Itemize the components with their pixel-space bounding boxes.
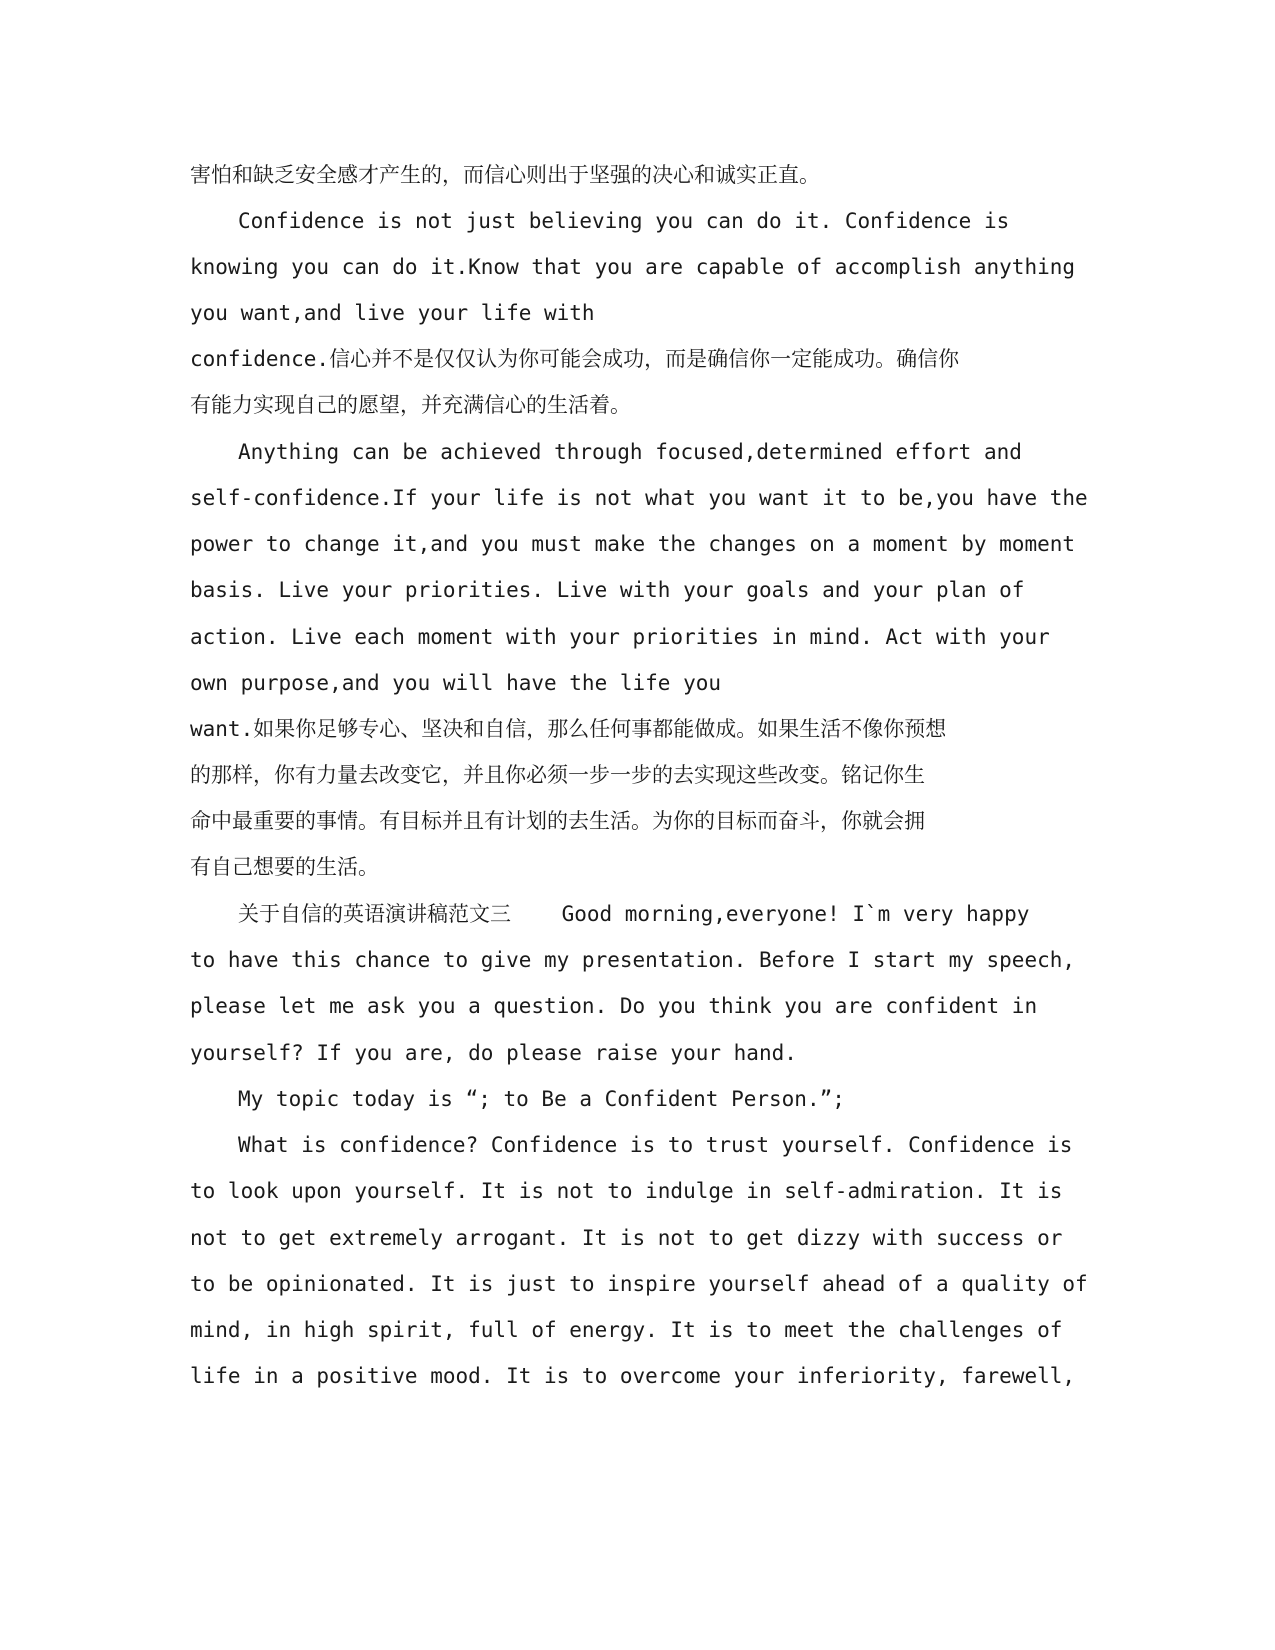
paragraph-start-line: My topic today is “; to Be a Confident Person.”; — [238, 1087, 845, 1111]
paragraph-start-line: Anything can be achieved through focused,determined effort and — [238, 440, 1022, 464]
document-page — [190, 0, 1088, 1650]
text-line: knowing you can do it.Know that you are capable of accomplish anything — [190, 255, 1076, 279]
text-line: to have this chance to give my presentation. Before I start my speech, — [190, 948, 1076, 972]
text-line: yourself? If you are, do please raise your hand. — [190, 1041, 797, 1065]
text-line: mind, in high spirit, full of energy. It is to meet the challenges of — [190, 1318, 1063, 1342]
text-line: confidence.信心并不是仅仅认为你可能会成功，而是确信你一定能成功。确信你 — [190, 347, 960, 371]
text-line: 害怕和缺乏安全感才产生的，而信心则出于坚强的决心和诚实正直。 — [190, 163, 820, 187]
text-line: to be opinionated. It is just to inspire yourself ahead of a quality of — [190, 1272, 1088, 1296]
text-line: 有能力实现自己的愿望，并充满信心的生活着。 — [190, 393, 631, 417]
text-line: want.如果你足够专心、坚决和自信，那么任何事都能做成。如果生活不像你预想 — [190, 717, 947, 741]
paragraph-start-line: What is confidence? Confidence is to trust yourself. Confidence is — [238, 1133, 1073, 1157]
text-line: 有自己想要的生活。 — [190, 855, 379, 879]
text-line: to look upon yourself. It is not to indulge in self-admiration. It is — [190, 1179, 1063, 1203]
section-heading-line: 关于自信的英语演讲稿范文三 Good morning,everyone! I`m very happy — [238, 902, 1030, 926]
text-line: 的那样，你有力量去改变它，并且你必须一步一步的去实现这些改变。铭记你生 — [190, 763, 925, 787]
text-line: own purpose,and you will have the life you — [190, 671, 722, 695]
text-line: basis. Live your priorities. Live with your goals and your plan of — [190, 578, 1025, 602]
paragraph-start-line: Confidence is not just believing you can do it. Confidence is — [238, 209, 1010, 233]
text-line: 命中最重要的事情。有目标并且有计划的去生活。为你的目标而奋斗，你就会拥 — [190, 809, 925, 833]
text-line: please let me ask you a question. Do you think you are confident in — [190, 994, 1038, 1018]
text-line: life in a positive mood. It is to overcome your inferiority, farewell, — [190, 1364, 1076, 1388]
text-line: action. Live each moment with your priorities in mind. Act with your — [190, 625, 1050, 649]
text-line: you want,and live your life with — [190, 301, 595, 325]
text-line: not to get extremely arrogant. It is not to get dizzy with success or — [190, 1226, 1063, 1250]
text-line: self-confidence.If your life is not what you want it to be,you have the — [190, 486, 1088, 510]
text-line: power to change it,and you must make the changes on a moment by moment — [190, 532, 1076, 556]
